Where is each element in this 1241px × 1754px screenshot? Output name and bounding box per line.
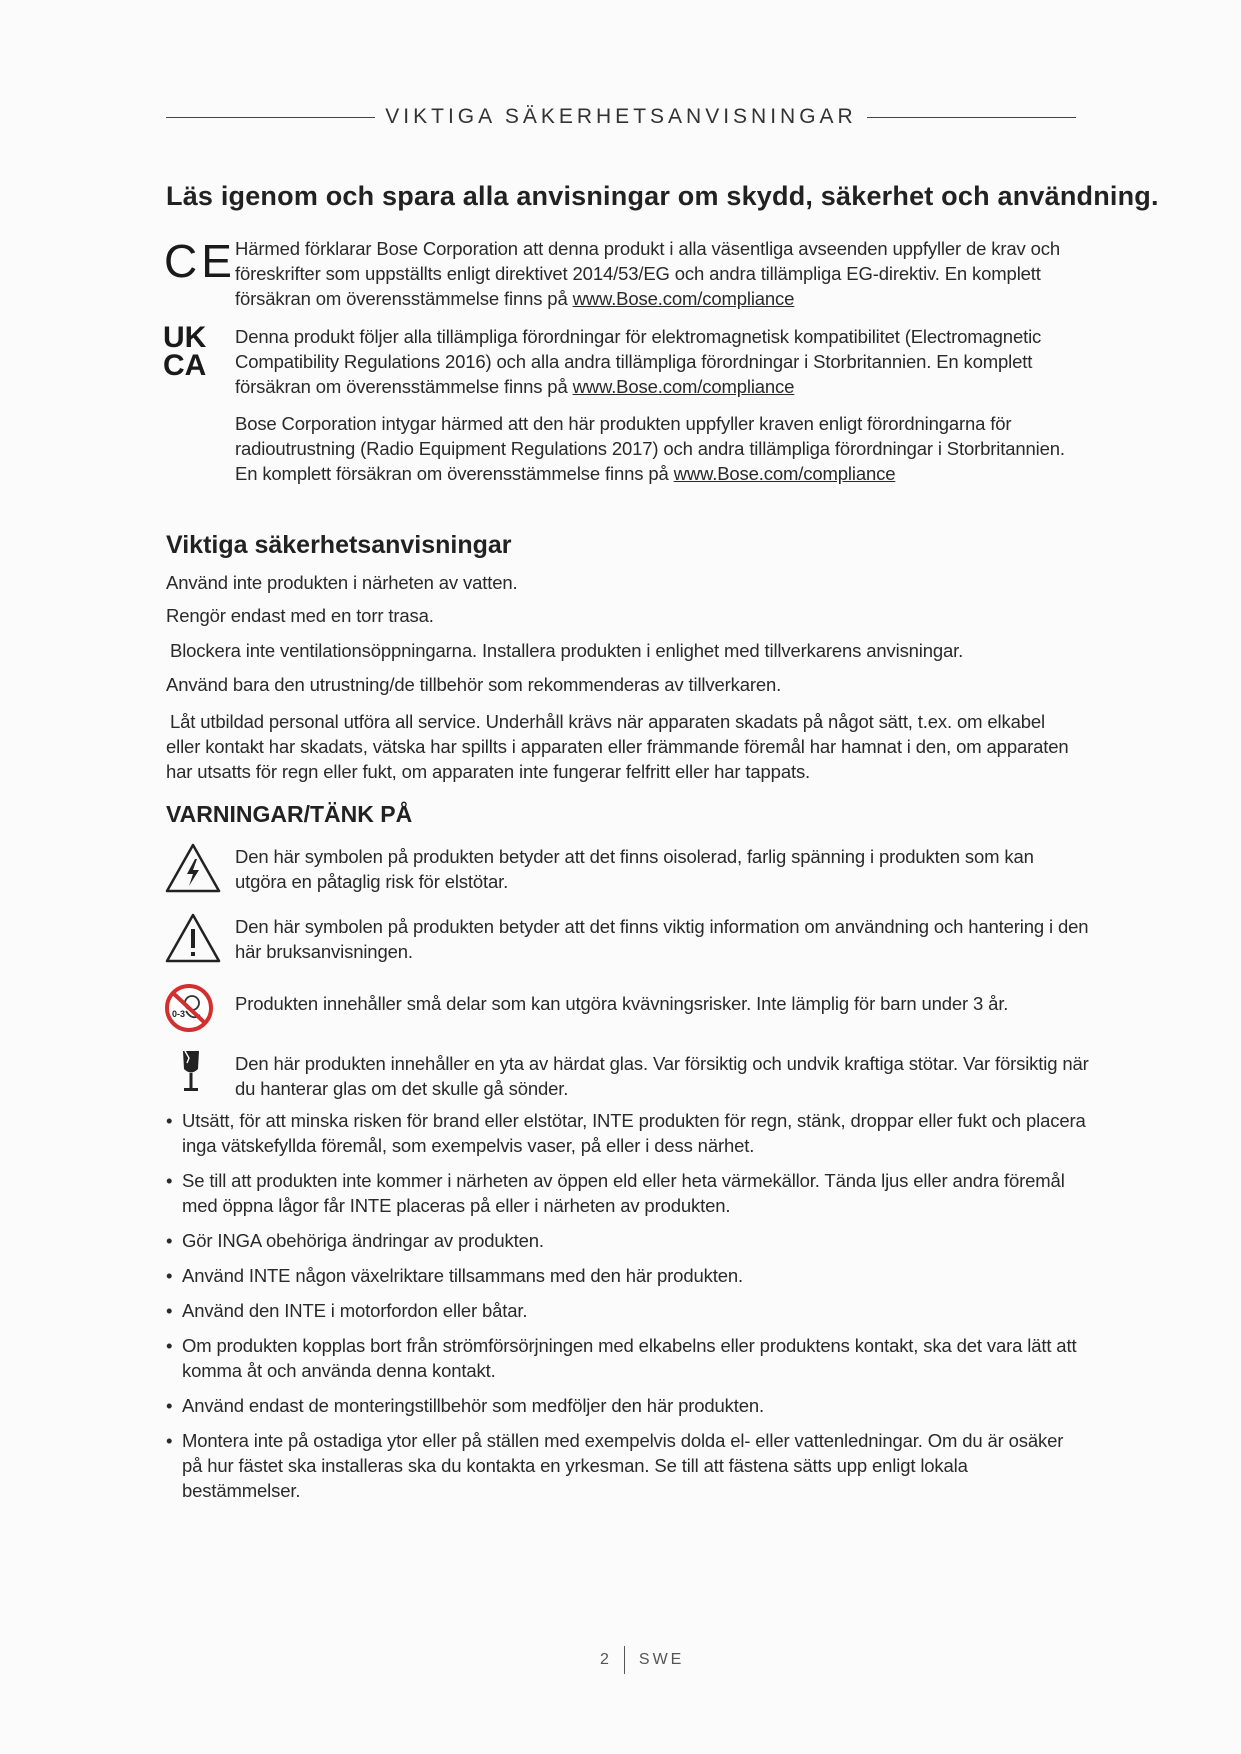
list-item	[166, 1108, 1086, 1158]
list-item	[166, 1168, 1086, 1218]
safety-item: Använd bara den utrustning/de tillbehör som rekommenderas av tillverkaren.	[166, 674, 782, 695]
header-rule-left	[166, 117, 375, 118]
ce-mark-icon	[164, 235, 236, 287]
exclamation-warning-icon	[164, 912, 222, 964]
main-heading: Läs igenom och spara alla anvisningar om skydd, säkerhet och användning.	[166, 181, 1159, 211]
list-item	[166, 1393, 1086, 1418]
bullet-dot: •	[166, 1395, 173, 1416]
bullet-text: Om produkten kopplas bort från strömförsörjningen med elkabelns eller produktens kontakt, ska det vara lätt att komma åt och använda denna kontakt.	[182, 1335, 1077, 1381]
bullet-text: Montera inte på ostadiga ytor eller på ställen med exempelvis dolda el- eller vattenledningar. Om du är osäker på hur fästet ska installeras ska du kontakta en yrkesman. Se till att fästena sätts upp enligt lokala bestämmelser.	[182, 1430, 1064, 1501]
page-number: 2	[600, 1651, 612, 1668]
ukca-declaration	[235, 324, 1085, 399]
bullet-dot: •	[166, 1300, 173, 1321]
ce-declaration	[235, 236, 1085, 311]
bullet-dot: •	[166, 1335, 173, 1356]
bullet-text: Använd endast de monteringstillbehör som medföljer den här produkten.	[182, 1395, 765, 1416]
list-item	[166, 1333, 1086, 1383]
bullet-dot: •	[166, 1110, 173, 1131]
header-title: VIKTIGA SÄKERHETSANVISNINGAR	[385, 105, 857, 128]
ukca-mark-line2: CA	[163, 349, 207, 382]
list-item	[166, 1263, 1086, 1288]
warning-symbol-text: Den här symbolen på produkten betyder att det finns oisolerad, farlig spänning i produkten som kan utgöra en påtaglig risk för elstötar.	[235, 846, 1034, 892]
ce-declaration-text: Härmed förklarar Bose Corporation att denna produkt i alla väsentliga avseenden uppfyller de krav och föreskrifter som uppställts enligt direktivet 2014/53/EG och andra tillämpliga EG-direktiv. En komplett försäkran om överensstämmelse finns på	[235, 238, 1061, 309]
warning-symbol-text: Den här symbolen på produkten betyder att det finns viktig information om användning och hantering i den här bruksanvisningen.	[235, 916, 1089, 962]
radio-declaration	[235, 411, 1085, 486]
ce-compliance-link[interactable]: www.Bose.com/compliance	[572, 288, 795, 309]
ukca-declaration-text: Denna produkt följer alla tillämpliga förordningar för elektromagnetisk kompatibilitet (Electromagnetic Compatibility Regulations 2016) och alla andra tillämpliga förordningar i Storbritannien. En komplett försäkran om överensstämmelse finns på	[235, 326, 1042, 397]
bullet-text: Utsätt, för att minska risken för brand eller elstötar, INTE produkten för regn, stänk, droppar eller fukt och placera inga vätskefyllda föremål, som exempelvis vaser, på eller i dess närhet.	[182, 1110, 1086, 1156]
bullet-text: Se till att produkten inte kommer i närheten av öppen eld eller heta värmekällor. Tända ljus eller andra föremål med öppna lågor får INTE placeras på eller i närheten av produkten.	[182, 1170, 1065, 1216]
footer-separator	[624, 1646, 625, 1674]
safety-item: Låt utbildad personal utföra all service. Underhåll krävs när apparaten skadats på något sätt, t.ex. om elkabel eller kontakt har skadats, vätska har spillts i apparaten eller främmande föremål har hamnat i den, om apparaten har utsatts för regn eller fukt, om apparaten inte fungerar felfritt eller har tappats.	[166, 711, 1069, 782]
warning-symbol-text: Produkten innehåller små delar som kan utgöra kvävningsrisker. Inte lämplig för barn under 3 år.	[235, 993, 1009, 1014]
safety-item: Använd inte produkten i närheten av vatten.	[166, 572, 518, 593]
choking-hazard-icon	[164, 983, 214, 1033]
safety-item: Blockera inte ventilationsöppningarna. Installera produkten i enlighet med tillverkarens anvisningar.	[170, 640, 964, 661]
bullet-text: Använd den INTE i motorfordon eller båtar.	[182, 1300, 528, 1321]
bullet-dot: •	[166, 1430, 173, 1451]
ce-mark-text: CE	[164, 235, 236, 287]
safety-heading: Viktiga säkerhetsanvisningar	[166, 531, 512, 559]
ukca-compliance-link[interactable]: www.Bose.com/compliance	[572, 376, 795, 397]
bullet-dot: •	[166, 1265, 173, 1286]
list-item	[166, 1298, 1086, 1323]
age-badge: 0-3	[172, 1009, 186, 1019]
glass-icon	[178, 1049, 204, 1097]
bullet-text: Gör INGA obehöriga ändringar av produkten.	[182, 1230, 544, 1251]
language-code: SWE	[638, 1651, 685, 1668]
ukca-mark-icon	[163, 321, 223, 382]
bullet-dot: •	[166, 1230, 173, 1251]
warning-bullet-list	[166, 1108, 1086, 1513]
warnings-heading: VARNINGAR/TÄNK PÅ	[166, 801, 413, 827]
list-item	[166, 1228, 1086, 1253]
radio-compliance-link[interactable]: www.Bose.com/compliance	[673, 463, 896, 484]
list-item	[166, 1428, 1086, 1503]
bullet-text: Använd INTE någon växelriktare tillsammans med den här produkten.	[182, 1265, 743, 1286]
page-footer	[600, 1646, 684, 1674]
radio-declaration-text: Bose Corporation intygar härmed att den här produkten uppfyller kraven enligt förordningarna för radioutrustning (Radio Equipment Regulations 2017) och andra tillämpliga förordningar i Storbritannien. En komplett försäkran om överensstämmelse finns på	[235, 413, 1065, 484]
page-header	[166, 102, 1076, 132]
header-rule-right	[867, 117, 1076, 118]
ukca-mark-line1: UK	[163, 321, 207, 354]
warning-symbol-text: Den här produkten innehåller en yta av härdat glas. Var försiktig och undvik kraftiga stötar. Var försiktig när du hanterar glas om det skulle gå sönder.	[235, 1053, 1089, 1099]
bullet-dot: •	[166, 1170, 173, 1191]
electric-shock-warning-icon	[164, 842, 222, 894]
safety-item: Rengör endast med en torr trasa.	[166, 605, 434, 626]
